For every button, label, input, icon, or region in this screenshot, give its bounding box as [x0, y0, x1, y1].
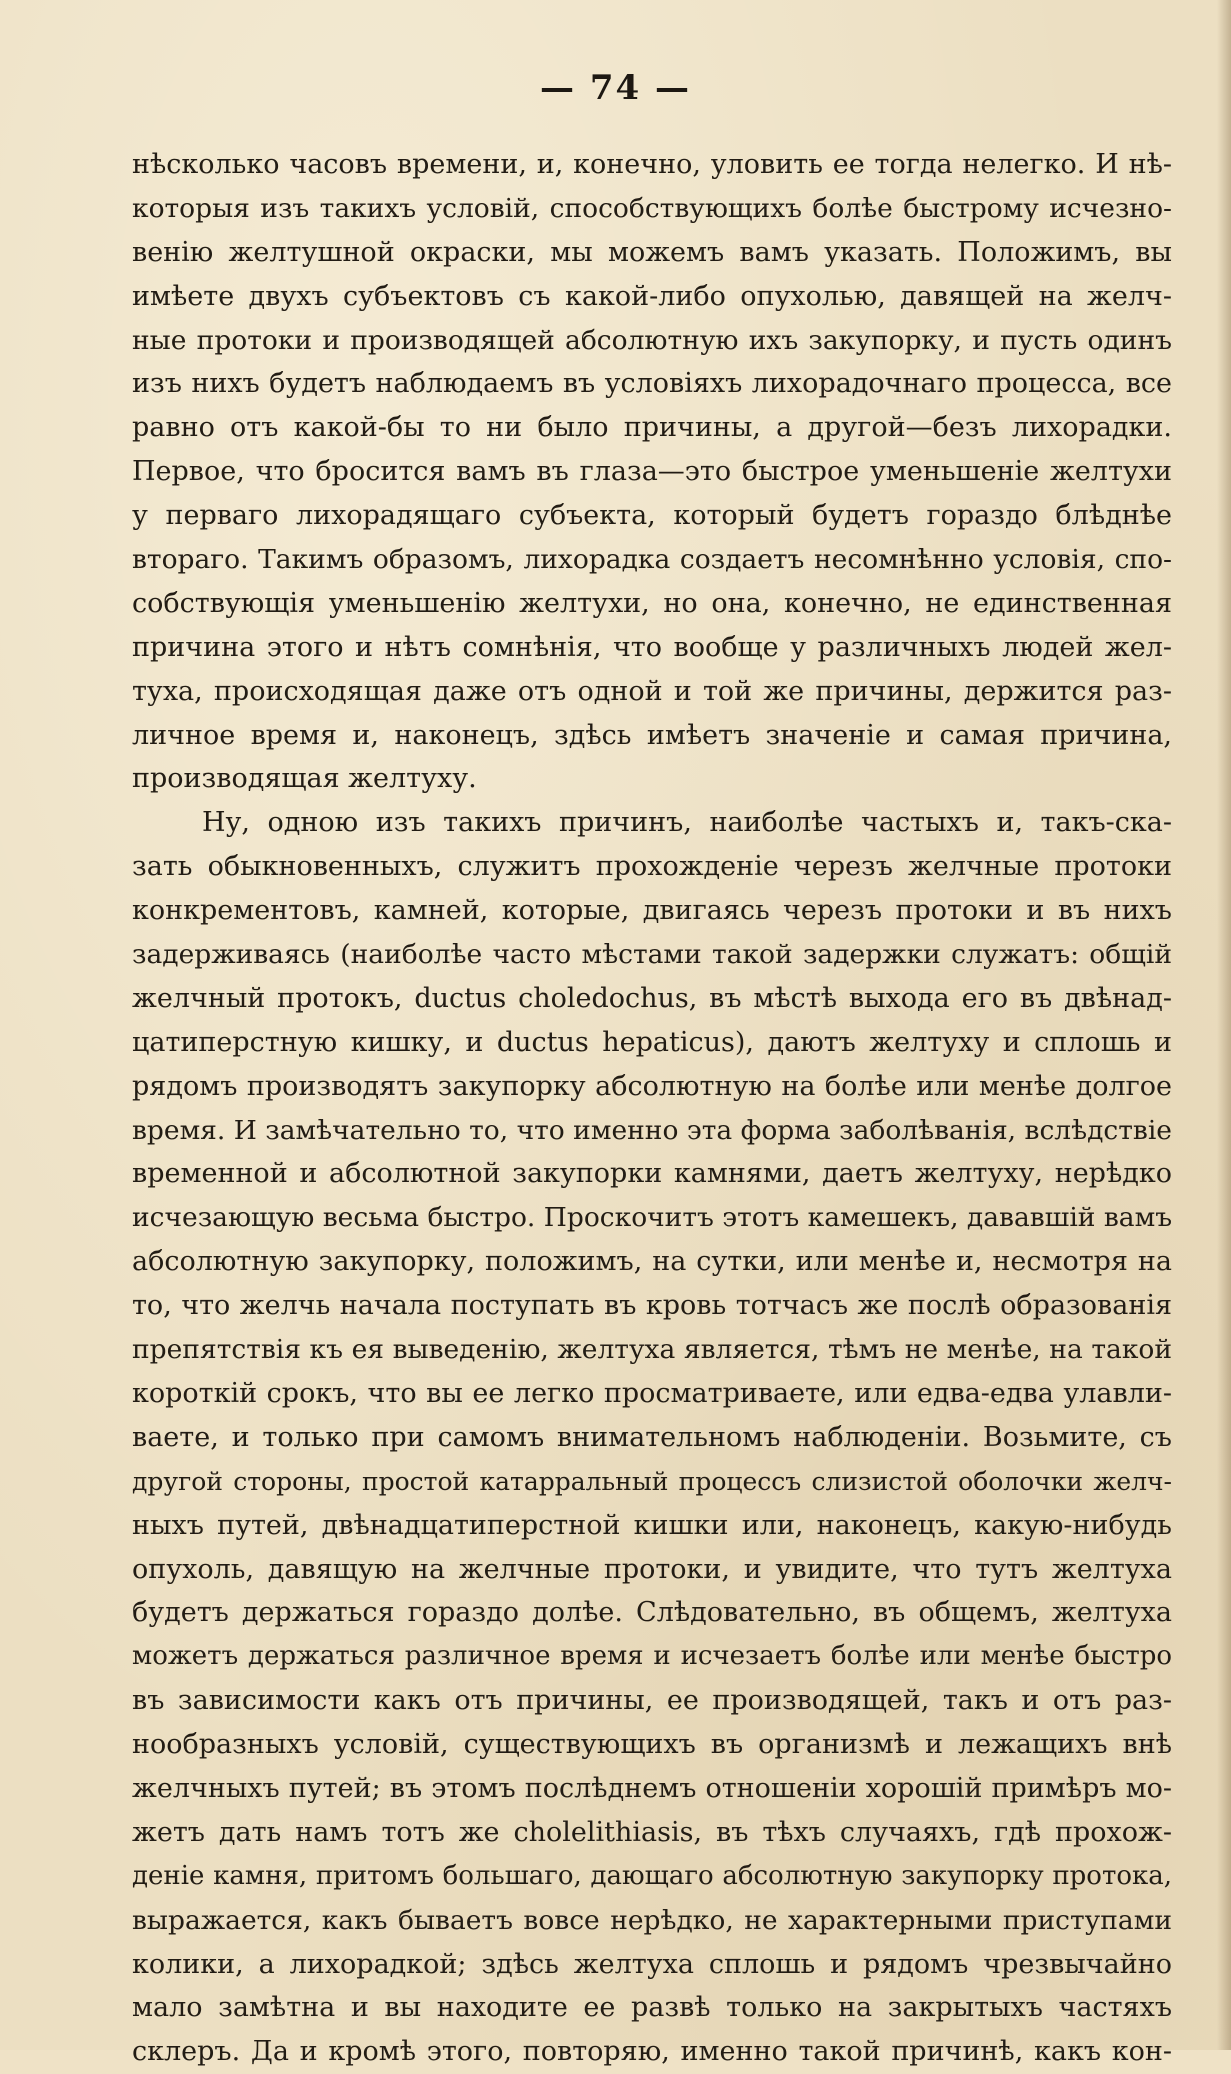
text-line: Первое, что бросится вамъ въ глаза—это быстрое уменьшеніе желтухи	[132, 456, 1172, 488]
text-line: желчныхъ путей; въ этомъ послѣднемъ отношеніи хорошій примѣръ мо-	[132, 1772, 1172, 1804]
text-line: цатиперстную кишку, и ductus hepaticus), даютъ желтуху и сплошь и	[132, 1026, 1172, 1058]
body-text	[132, 143, 1172, 2074]
text-line: изъ нихъ будетъ наблюдаемъ въ условіяхъ лихорадочнаго процесса, все	[132, 368, 1172, 400]
text-line: которыя изъ такихъ условій, способствующихъ болѣе быстрому исчезно-	[132, 192, 1172, 224]
text-line: ныхъ путей, двѣнадцатиперстной кишки или, наконецъ, какую-нибудь	[132, 1509, 1172, 1541]
text-line: равно отъ какой-бы то ни было причины, а другой—безъ лихорадки.	[132, 412, 1172, 444]
text-line: задерживаясь (наиболѣе часто мѣстами такой задержки служатъ: общій	[132, 939, 1172, 971]
text-line: производящая желтуху.	[132, 763, 477, 795]
text-line: короткій срокъ, что вы ее легко просматриваете, или едва-едва улавли-	[132, 1377, 1172, 1409]
text-line: въ зависимости какъ отъ причины, ее производящей, такъ и отъ раз-	[132, 1685, 1172, 1717]
text-line: нѣсколько часовъ времени, и, конечно, уловить ее тогда нелегко. И нѣ-	[132, 149, 1172, 180]
text-line: зать обыкновенныхъ, служитъ прохожденіе черезъ желчные протоки	[132, 851, 1172, 883]
text-line: склеръ. Да и кромѣ этого, повторяю, именно такой причинѣ, какъ кон-	[132, 2036, 1172, 2068]
text-line: временной и абсолютной закупорки камнями, даетъ желтуху, нерѣдко	[132, 1158, 1172, 1190]
text-line: жетъ дать намъ тотъ же cholelithiasis, въ тѣхъ случаяхъ, гдѣ прохож-	[132, 1816, 1172, 1848]
text-line: колики, а лихорадкой; здѣсь желтуха сплошь и рядомъ чрезвычайно	[132, 1948, 1172, 1980]
text-line: будетъ держаться гораздо долѣе. Слѣдовательно, въ общемъ, желтуха	[132, 1597, 1172, 1629]
text-line: время. И замѣчательно то, что именно эта форма заболѣванія, вслѣдствіе	[132, 1114, 1172, 1146]
text-line: другой стороны, простой катарральный процессъ слизистой оболочки желч-	[132, 1466, 1172, 1496]
text-line: препятствія къ ея выведенію, желтуха является, тѣмъ не менѣе, на такой	[132, 1334, 1172, 1366]
text-line: причина этого и нѣтъ сомнѣнія, что вообще у различныхъ людей жел-	[132, 631, 1172, 663]
text-line: исчезающую весьма быстро. Проскочитъ этотъ камешекъ, дававшій вамъ	[132, 1202, 1172, 1234]
text-line: ные протоки и производящей абсолютную ихъ закупорку, и пусть одинъ	[132, 324, 1172, 356]
text-line: опухоль, давящую на желчные протоки, и увидите, что тутъ желтуха	[132, 1553, 1172, 1585]
text-line: ваете, и только при самомъ внимательномъ наблюденіи. Возьмите, съ	[132, 1421, 1172, 1453]
text-line: выражается, какъ бываетъ вовсе нерѣдко, не характерными приступами	[132, 1904, 1172, 1936]
text-line: имѣете двухъ субъектовъ съ какой-либо опухолью, давящей на желч-	[132, 280, 1172, 312]
text-line: мало замѣтна и вы находите ее развѣ только на закрытыхъ частяхъ	[132, 1992, 1172, 2024]
text-line: нообразныхъ условій, существующихъ въ организмѣ и лежащихъ внѣ	[132, 1729, 1172, 1761]
text-line: втораго. Такимъ образомъ, лихорадка создаетъ несомнѣнно условія, спо-	[132, 544, 1172, 576]
text-line: туха, происходящая даже отъ одной и той же причины, держится раз-	[132, 675, 1172, 707]
text-line: собствующія уменьшенію желтухи, но она, конечно, не единственная	[132, 587, 1172, 619]
text-line: у перваго лихорадящаго субъекта, который будетъ гораздо блѣднѣе	[132, 500, 1172, 532]
page-edge-shadow	[1217, 0, 1231, 2050]
text-line: личное время и, наконецъ, здѣсь имѣетъ значеніе и самая причина,	[132, 719, 1172, 751]
text-line: Ну, одною изъ такихъ причинъ, наиболѣе частыхъ и, такъ-ска-	[202, 807, 1172, 839]
text-line: венію желтушной окраски, мы можемъ вамъ указать. Положимъ, вы	[132, 236, 1172, 268]
text-line: то, что желчь начала поступать въ кровь тотчасъ же послѣ образованія	[132, 1290, 1172, 1322]
text-line: можетъ держаться различное время и исчезаетъ болѣе или менѣе быстро	[132, 1641, 1172, 1672]
text-line: рядомъ производятъ закупорку абсолютную на болѣе или менѣе долгое	[132, 1070, 1172, 1102]
text-line: желчный протокъ, ductus choledochus, въ мѣстѣ выхода его въ двѣнад-	[132, 982, 1172, 1014]
text-line: абсолютную закупорку, положимъ, на сутки, или менѣе и, несмотря на	[132, 1246, 1172, 1278]
text-line: конкрементовъ, камней, которые, двигаясь черезъ протоки и въ нихъ	[132, 895, 1172, 927]
text-line: деніе камня, притомъ большаго, дающаго абсолютную закупорку протока,	[132, 1860, 1172, 1891]
page-number: — 74 —	[540, 68, 691, 108]
